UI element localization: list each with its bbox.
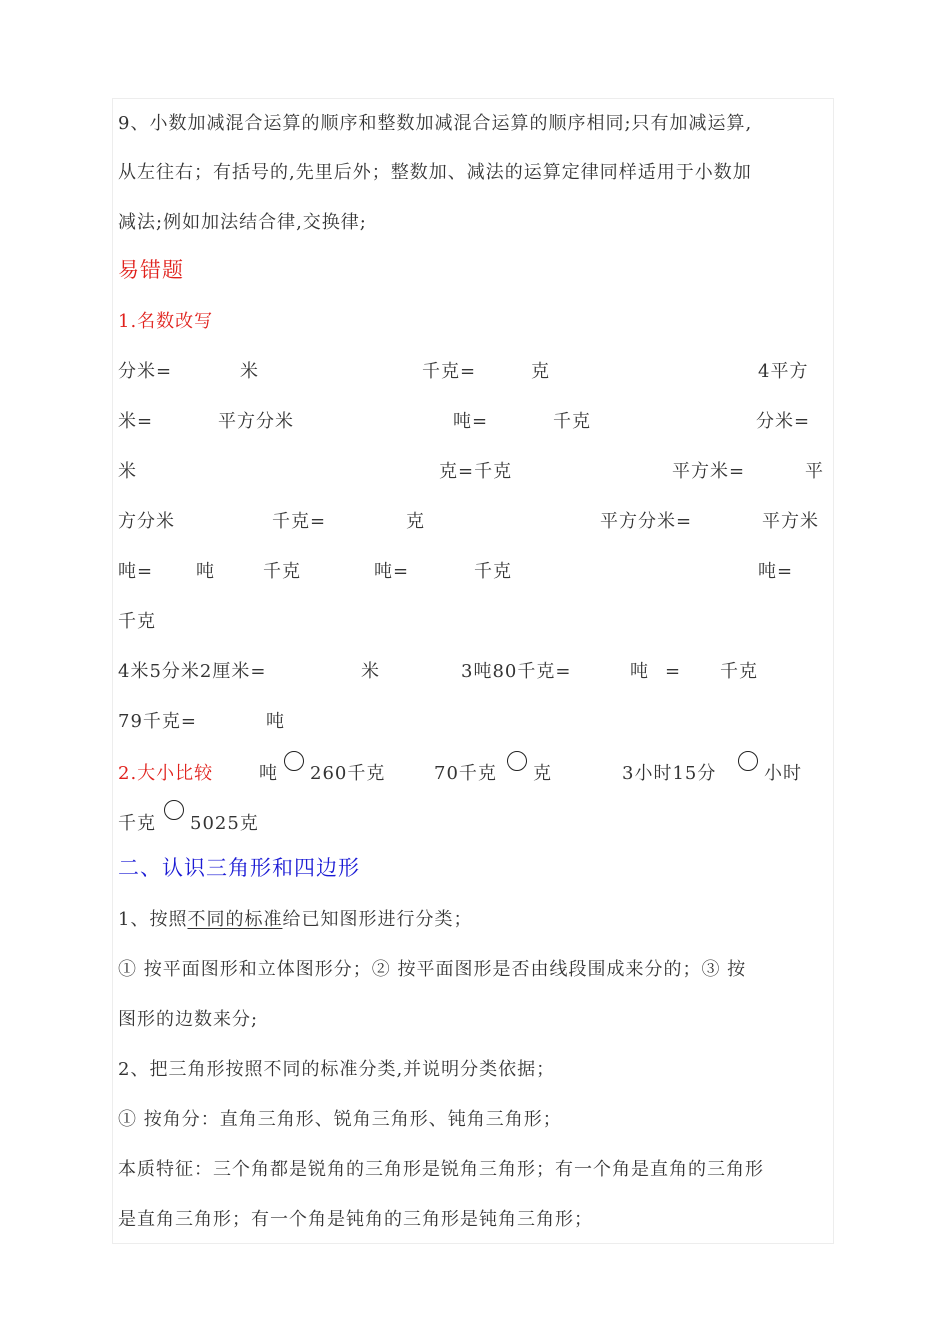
- compare-text: 260千克: [310, 763, 386, 784]
- rewrite-cell: 平方米=: [672, 461, 746, 482]
- rewrite-cell: 吨: [630, 661, 649, 682]
- compare-circle-blank[interactable]: [164, 800, 184, 820]
- rewrite-cell: 米=: [118, 411, 154, 432]
- compare-circle-blank[interactable]: [507, 751, 527, 771]
- rewrite-cell: 平方分米=: [600, 511, 693, 532]
- paragraph-classify-underlined: 不同的标准: [187, 909, 283, 930]
- rewrite-cell: 分米=: [756, 411, 811, 432]
- paragraph-by-angle: ① 按角分：直角三角形、锐角三角形、钝角三角形；: [118, 1109, 562, 1130]
- rewrite-cell: 千克: [474, 561, 512, 582]
- compare-text: 克: [533, 763, 552, 784]
- rewrite-cell: 79千克=: [118, 711, 197, 732]
- paragraph-9-line-1: 9、小数加减混合运算的顺序和整数加减混合运算的顺序相同;只有加减运算,: [118, 113, 753, 134]
- paragraph-triangle-classify: 2、把三角形按照不同的标准分类,并说明分类依据；: [118, 1059, 556, 1080]
- rewrite-cell: =: [665, 661, 682, 682]
- rewrite-cell: 千克: [553, 411, 591, 432]
- rewrite-cell: 千克: [118, 611, 156, 632]
- paragraph-9-line-3: 减法;例如加法结合律,交换律;: [118, 212, 367, 233]
- rewrite-cell: 4米5分米2厘米=: [118, 661, 267, 682]
- paragraph-essence-line-2: 是直角三角形；有一个角是钝角的三角形是钝角三角形；: [118, 1209, 593, 1230]
- rewrite-cell: 吨=: [374, 561, 410, 582]
- rewrite-cell: 千克=: [422, 361, 477, 382]
- rewrite-cell: 克=千克: [439, 461, 513, 482]
- compare-circle-blank[interactable]: [284, 751, 304, 771]
- paragraph-methods-line-1: ① 按平面图形和立体图形分；② 按平面图形是否由线段围成来分的；③ 按: [118, 959, 747, 980]
- subheading-unit-rewrite: 1.名数改写: [118, 311, 214, 332]
- paragraph-9-line-2: 从左往右；有括号的,先里后外；整数加、减法的运算定律同样适用于小数加: [118, 162, 752, 183]
- rewrite-cell: 平: [805, 461, 824, 482]
- rewrite-cell: 吨=: [758, 561, 794, 582]
- paragraph-classify-prefix: 1、按照: [118, 909, 188, 930]
- paragraph-classify-suffix: 给已知图形进行分类；: [282, 909, 473, 930]
- rewrite-cell: 千克=: [272, 511, 327, 532]
- compare-text: 吨: [259, 763, 278, 784]
- compare-text: 3小时15分: [622, 763, 717, 784]
- rewrite-cell: 克: [406, 511, 425, 532]
- rewrite-cell: 千克: [263, 561, 301, 582]
- paragraph-essence-line-1: 本质特征：三个角都是锐角的三角形是锐角三角形；有一个角是直角的三角形: [118, 1159, 764, 1180]
- compare-text: 70千克: [434, 763, 497, 784]
- rewrite-cell: 分米=: [118, 361, 173, 382]
- rewrite-cell: 3吨80千克=: [461, 661, 572, 682]
- rewrite-cell: 千克: [720, 661, 758, 682]
- rewrite-cell: 吨=: [118, 561, 154, 582]
- compare-text: 5025克: [190, 813, 259, 834]
- rewrite-cell: 平方米: [762, 511, 819, 532]
- paragraph-classify: [118, 908, 472, 932]
- rewrite-cell: 吨=: [453, 411, 489, 432]
- rewrite-cell: 吨: [196, 561, 215, 582]
- rewrite-cell: 米: [361, 661, 380, 682]
- subheading-compare: 2.大小比较: [118, 763, 214, 784]
- section-heading-errors: 易错题: [118, 258, 184, 282]
- rewrite-cell: 4平方: [758, 361, 809, 382]
- compare-text: 小时: [764, 763, 802, 784]
- rewrite-cell: 吨: [266, 711, 285, 732]
- compare-text: 千克: [118, 813, 156, 834]
- rewrite-cell: 平方分米: [218, 411, 294, 432]
- rewrite-cell: 米: [240, 361, 259, 382]
- rewrite-cell: 克: [531, 361, 550, 382]
- paragraph-methods-line-2: 图形的边数来分;: [118, 1009, 259, 1030]
- compare-circle-blank[interactable]: [738, 751, 758, 771]
- rewrite-cell: 米: [118, 461, 137, 482]
- section-heading-triangles: 二、认识三角形和四边形: [118, 856, 360, 880]
- rewrite-cell: 方分米: [118, 511, 175, 532]
